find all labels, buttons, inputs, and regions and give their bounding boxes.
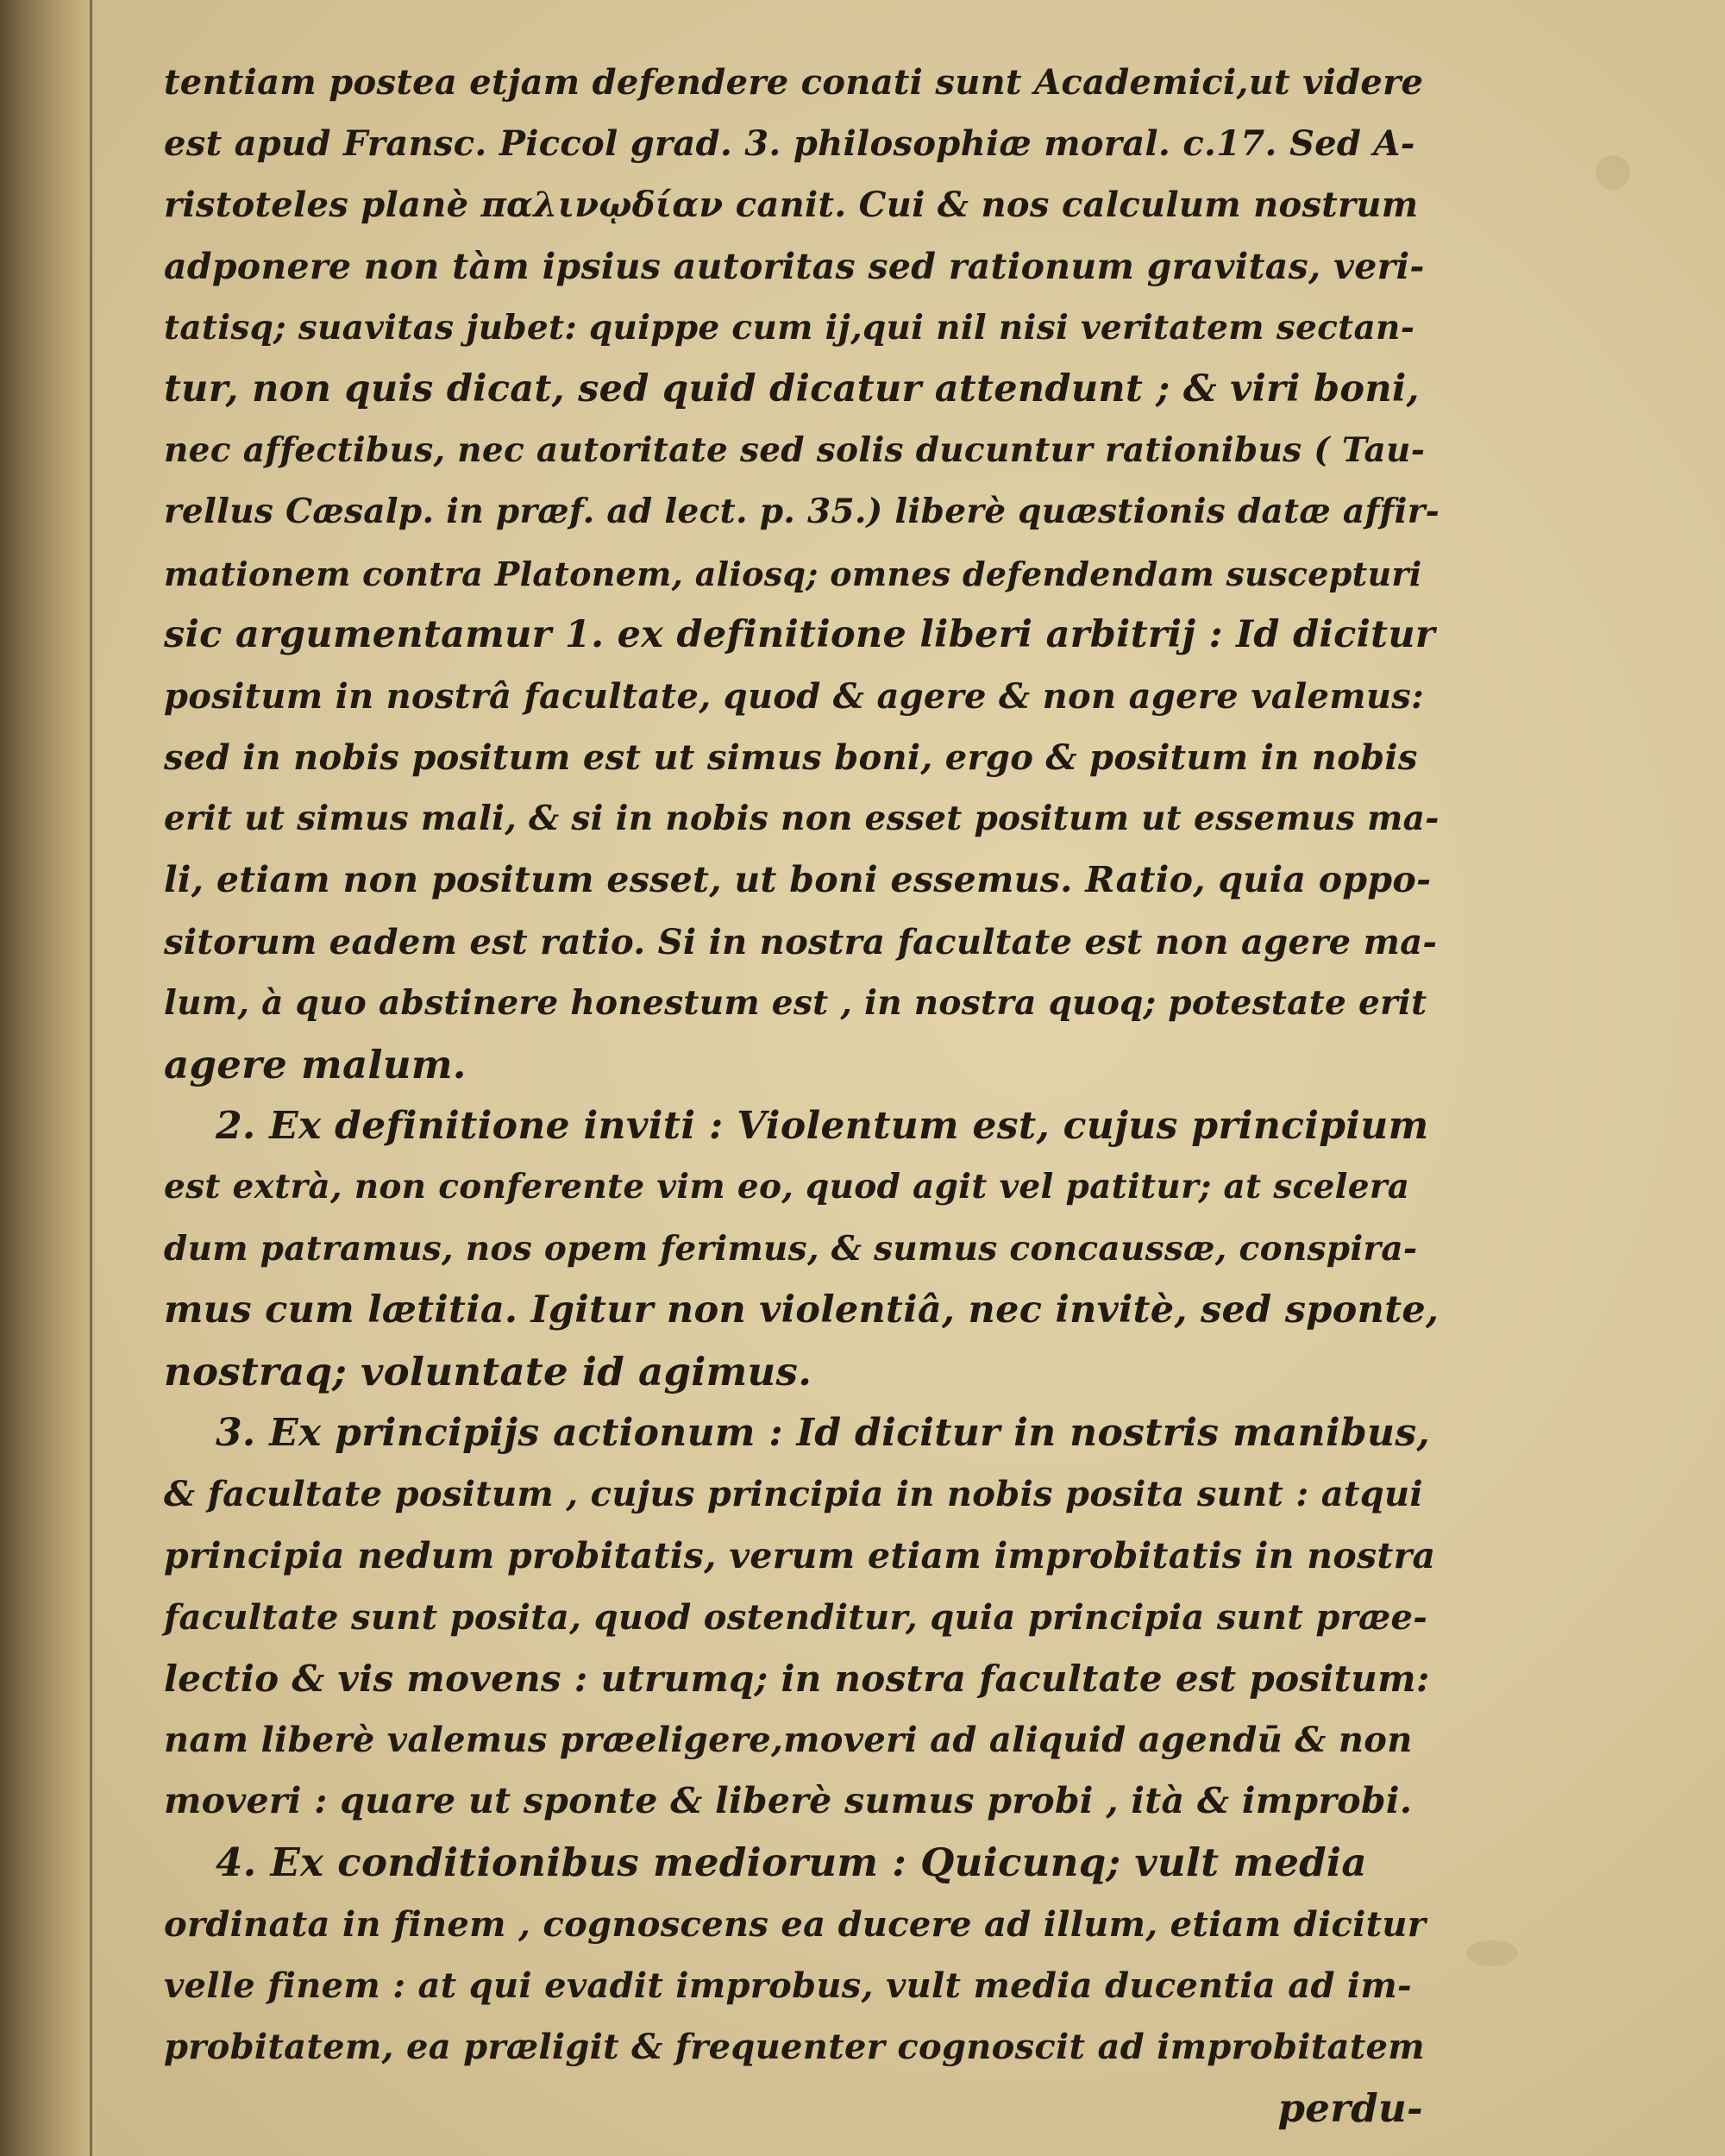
text-line: 2. Ex definitione inviti : Violentum est, cujus principium <box>216 1104 1429 1149</box>
text-line: 3. Ex principijs actionum : Id dicitur in nostris manibus, <box>216 1411 1431 1456</box>
text-line: nec affectibus, nec autoritate sed solis ducuntur rationibus ( Tau- <box>164 430 1426 471</box>
text-line: moveri : quare ut sponte & liberè sumus probi , ità & improbi. <box>164 1780 1413 1822</box>
catchword: perdu- <box>1277 2085 1423 2132</box>
text-line: probitatem, ea præligit & frequenter cognoscit ad improbitatem <box>164 2027 1425 2067</box>
paper-stain <box>1466 1940 1518 1966</box>
gutter-fold-line <box>90 0 92 2156</box>
text-line: erit ut simus mali, & si in nobis non esset positum ut essemus ma- <box>164 799 1440 839</box>
text-line: li, etiam non positum esset, ut boni essemus. Ratio, quia oppo- <box>164 859 1432 901</box>
text-line: 4. Ex conditionibus mediorum : Quicunq; vult media <box>216 1839 1367 1886</box>
text-line: ordinata in finem , cognoscens ea ducere ad illum, etiam dicitur <box>164 1903 1427 1945</box>
text-line: nostraq; voluntate id agimus. <box>164 1348 812 1395</box>
text-line: sitorum eadem est ratio. Si in nostra facultate est non agere ma- <box>164 921 1438 962</box>
text-line: tentiam postea etjam defendere conati sunt Academici,ut videre <box>164 62 1424 103</box>
text-line: velle finem : at qui evadit improbus, vult media ducentia ad im- <box>164 1965 1412 2006</box>
text-line: lum, à quo abstinere honestum est , in nostra quoq; potestate erit <box>164 982 1427 1023</box>
text-line: tatisq; suavitas jubet: quippe cum ij,qui nil nisi veritatem sectan- <box>164 307 1415 348</box>
text-line: facultate sunt posita, quod ostenditur, quia principia sunt præe- <box>164 1596 1428 1638</box>
text-line: agere malum. <box>164 1042 467 1087</box>
text-line: sed in nobis positum est ut simus boni, ergo & positum in nobis <box>164 737 1418 779</box>
text-line: lectio & vis movens : utrumq; in nostra facultate est positum: <box>164 1657 1430 1700</box>
text-line: est extrà, non conferente vim eo, quod agit vel patitur; at scelera <box>164 1167 1410 1207</box>
text-line: dum patramus, nos opem ferimus, & sumus concaussæ, conspira- <box>164 1228 1418 1269</box>
text-line: ristoteles planè παλινῳδίαν canit. Cui & nos calculum nostrum <box>164 185 1419 226</box>
text-line: nam liberè valemus præeligere,moveri ad aliquid agendū & non <box>164 1720 1413 1761</box>
text-line: est apud Fransc. Piccol grad. 3. philosophiæ moral. c.17. Sed A- <box>164 123 1415 165</box>
paper-stain <box>1596 155 1630 190</box>
text-line: adponere non tàm ipsius autoritas sed rationum gravitas, veri- <box>164 245 1425 287</box>
text-line: positum in nostrâ facultate, quod & agere & non agere valemus: <box>164 675 1425 717</box>
page-text <box>164 52 1440 2139</box>
text-line: mus cum lætitia. Igitur non violentiâ, nec invitè, sed sponte, <box>164 1288 1440 1332</box>
text-line: mationem contra Platonem, aliosq; omnes defendendam suscepturi <box>164 554 1422 593</box>
text-line: sic argumentamur 1. ex definitione liberi arbitrij : Id dicitur <box>164 612 1435 656</box>
text-line: & facultate positum , cujus principia in nobis posita sunt : atqui <box>164 1474 1423 1515</box>
book-gutter <box>0 0 95 2156</box>
text-line: tur, non quis dicat, sed quid dicatur attendunt ; & viri boni, <box>164 367 1420 411</box>
text-line: rellus Cæsalp. in præf. ad lect. p. 35.) liberè quæstionis datæ affir- <box>164 492 1440 532</box>
text-line: principia nedum probitatis, verum etiam improbitatis in nostra <box>164 1534 1436 1576</box>
